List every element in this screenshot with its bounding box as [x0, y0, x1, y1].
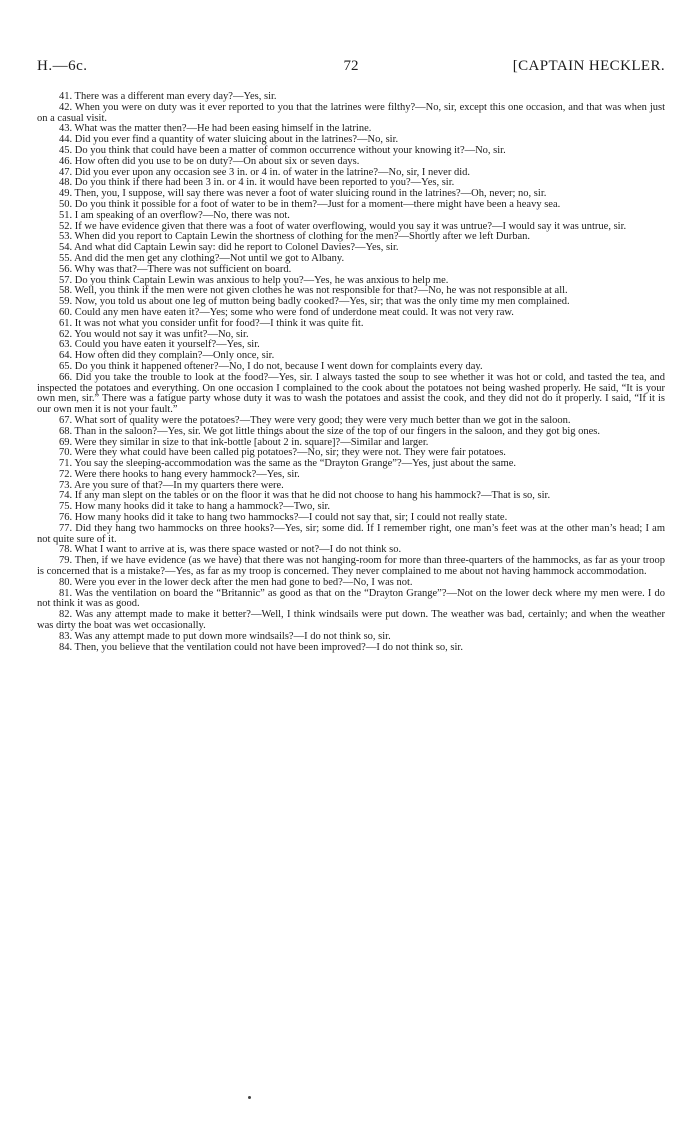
page-number: 72: [343, 58, 359, 74]
testimony-body: [37, 92, 665, 653]
testimony-paragraph: 43. What was the matter then?—He had been easing himself in the latrine.: [59, 123, 372, 135]
testimony-paragraph: 81. Was the ventilation on board the “Britannic” as good as that on the “Drayton Grange”?—Not on the lower deck where my men were. I do not think it was as good.: [37, 587, 665, 610]
testimony-paragraph: 50. Do you think it possible for a foot of water to be in them?—Just for a moment—there might have been a heavy sea.: [59, 198, 561, 210]
testimony-paragraph: 45. Do you think that could have been a matter of common occurrence without your knowing it?—No, sir.: [59, 144, 506, 156]
testimony-paragraph: 59. Now, you told us about one leg of mutton being badly cooked?—Yes, sir; that was the only time my men complained.: [59, 296, 570, 308]
testimony-paragraph: 66. Did you take the trouble to look at the food?—Yes, sir. I always tasted the soup to see whether it was hot or cold, and tasted the tea, and inspected the potatoes and everything. On one occasion I complained to the cook about the potatoes not being washed properly. He said, “It is your own men, sir.” There was a fatigue party whose duty it was to wash the potatoes and assist the cook, and they did not do it properly. I said, “If it is our own men it is not your fault.”: [37, 371, 665, 416]
testimony-paragraph: 61. It was not what you consider unfit for food?—I think it was quite fit.: [59, 317, 364, 329]
testimony-paragraph: 80. Were you ever in the lower deck after the men had gone to bed?—No, I was not.: [59, 576, 413, 588]
testimony-paragraph: 71. You say the sleeping-accommodation was the same as the “Drayton Grange”?—Yes, just about the same.: [59, 458, 517, 470]
testimony-paragraph: 46. How often did you use to be on duty?—On about six or seven days.: [59, 155, 360, 167]
testimony-paragraph: 79. Then, if we have evidence (as we have) that there was not hanging-room for more than three-quarters of the hammocks, as far as your troop is concerned that is a mistake?—Yes, as far as my troop is concerned. They never complained to me about not having hammock accommodation.: [37, 555, 665, 578]
testimony-paragraph: 41. There was a different man every day?—Yes, sir.: [59, 91, 277, 102]
testimony-paragraph: 84. Then, you believe that the ventilation could not have been improved?—I do not think so, sir.: [59, 641, 463, 653]
testimony-paragraph: 77. Did they hang two hammocks on three hooks?—Yes, sir; some did. If I remember right, one man’s feet was at the other man’s head; I am not quite sure of it.: [37, 522, 665, 545]
testimony-paragraph: 69. Were they similar in size to that ink-bottle [about 2 in. square]?—Similar and larger.: [59, 436, 429, 448]
testimony-paragraph: 72. Were there hooks to hang every hammock?—Yes, sir.: [59, 468, 300, 480]
testimony-paragraph: 44. Did you ever find a quantity of water sluicing about in the latrines?—No, sir.: [59, 134, 399, 146]
testimony-paragraph: 74. If any man slept on the tables or on the floor it was that he did not choose to hang his hammock?—That is so, sir.: [59, 490, 551, 502]
testimony-paragraph: 67. What sort of quality were the potatoes?—They were very good; they were very much better than we got in the saloon.: [59, 414, 571, 426]
testimony-paragraph: 68. Than in the saloon?—Yes, sir. We got little things about the size of the top of our fingers in the saloon, and they got big ones.: [59, 425, 601, 437]
testimony-paragraph: 78. What I want to arrive at is, was there space wasted or not?—I do not think so.: [59, 544, 402, 556]
testimony-paragraph: 51. I am speaking of an overflow?—No, there was not.: [59, 209, 290, 221]
testimony-paragraph: 58. Well, you think if the men were not given clothes he was not responsible for that?—No, he was not responsible at all.: [59, 285, 568, 297]
testimony-paragraph: 64. How often did they complain?—Only once, sir.: [59, 350, 275, 362]
page-header: [37, 58, 665, 78]
testimony-paragraph: 65. Do you think it happened oftener?—No, I do not, because I went down for complaints every day.: [59, 360, 483, 372]
testimony-paragraph: 47. Did you ever upon any occasion see 3 in. or 4 in. of water in the latrine?—No, sir, I never did.: [59, 166, 471, 178]
testimony-paragraph: 62. You would not say it was unfit?—No, sir.: [59, 328, 249, 340]
testimony-paragraph: 63. Could you have eaten it yourself?—Yes, sir.: [59, 339, 260, 351]
testimony-paragraph: 82. Was any attempt made to make it better?—Well, I think windsails were put down. The weather was bad, certainly; and when the weather was dirty the boat was wet occasionally.: [37, 609, 665, 632]
testimony-paragraph: 56. Why was that?—There was not sufficient on board.: [59, 263, 292, 275]
testimony-paragraph: 55. And did the men get any clothing?—Not until we got to Albany.: [59, 252, 345, 264]
testimony-paragraph: 76. How many hooks did it take to hang two hammocks?—I could not say that, sir; I could not really state.: [59, 512, 508, 524]
testimony-paragraph: 42. When you were on duty was it ever reported to you that the latrines were filthy?—No, sir, except this one occasion, and that was when just on a casual visit.: [37, 101, 665, 124]
testimony-paragraph: 75. How many hooks did it take to hang a hammock?—Two, sir.: [59, 501, 331, 513]
testimony-paragraph: 57. Do you think Captain Lewin was anxious to help you?—Yes, he was anxious to help me.: [59, 274, 449, 286]
witness-name: [CAPTAIN HECKLER.: [512, 58, 665, 74]
document-code: H.—6c.: [37, 58, 88, 74]
testimony-paragraph: 53. When did you report to Captain Lewin the shortness of clothing for the men?—Shortly after we left Durban.: [59, 231, 531, 243]
testimony-paragraph: 48. Do you think if there had been 3 in. or 4 in. it would have been reported to you?—Yes, sir.: [59, 177, 455, 189]
testimony-paragraph: 60. Could any men have eaten it?—Yes; some who were fond of underdone meat could. It was not very raw.: [59, 306, 514, 318]
testimony-paragraph: 54. And what did Captain Lewin say: did he report to Colonel Davies?—Yes, sir.: [59, 242, 399, 254]
testimony-paragraph: 73. Are you sure of that?—In my quarters there were.: [59, 479, 284, 491]
testimony-paragraph: 70. Were they what could have been called pig potatoes?—No, sir; they were not. They were fair potatoes.: [59, 447, 506, 459]
testimony-paragraph: 52. If we have evidence given that there was a foot of water overflowing, would you say it was untrue?—I would say it was untrue, sir.: [59, 220, 627, 232]
page-speck: [248, 1096, 251, 1099]
testimony-paragraph: 49. Then, you, I suppose, will say there was never a foot of water sluicing round in the latrines?—Oh, never; no, sir.: [59, 188, 547, 200]
testimony-paragraph: 83. Was any attempt made to put down more windsails?—I do not think so, sir.: [59, 630, 391, 642]
